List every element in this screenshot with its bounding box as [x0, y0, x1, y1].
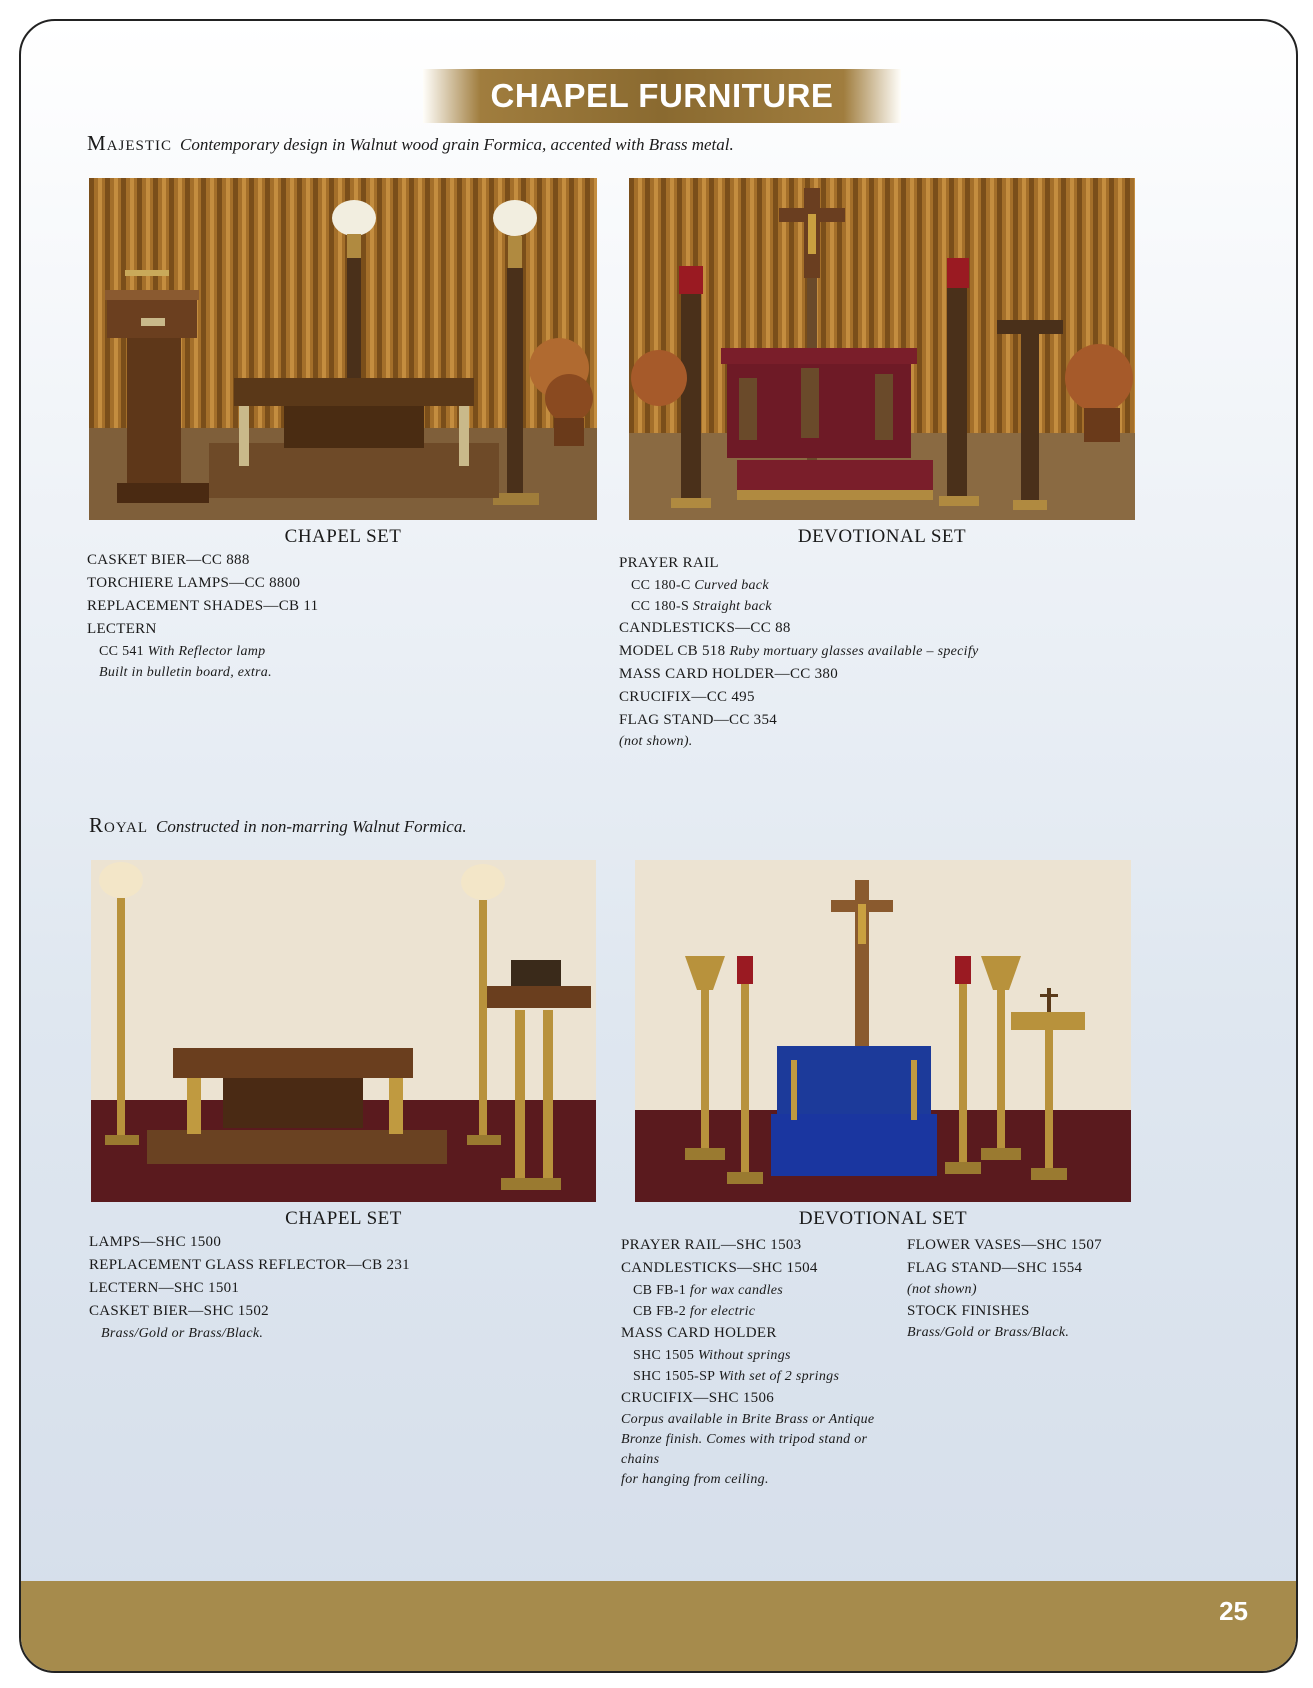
- item-code: CC 180-S: [631, 599, 690, 614]
- list-item: MASS CARD HOLDER: [621, 1325, 777, 1341]
- majestic-chapel-set-list: [87, 549, 487, 683]
- royal-chapel-set-photo: [91, 860, 596, 1202]
- list-note: (not shown): [907, 1282, 977, 1297]
- list-item: [619, 640, 1119, 663]
- majestic-name: Majestic: [87, 131, 173, 155]
- list-note: Corpus available in Brite Brass or Antique: [621, 1412, 875, 1427]
- page-title: CHAPEL FURNITURE: [490, 77, 834, 114]
- majestic-chapel-set-photo: [89, 178, 597, 520]
- title-banner: [423, 69, 901, 123]
- item-desc: Ruby mortuary glasses available – specify: [729, 644, 979, 659]
- majestic-heading: [87, 131, 734, 156]
- item-code: MODEL CB 518: [619, 643, 726, 659]
- majestic-description: Contemporary design in Walnut wood grain Formica, accented with Brass metal.: [180, 135, 734, 154]
- footer-bar: [21, 1581, 1296, 1671]
- list-subitem: [87, 641, 487, 662]
- item-code: SHC 1505: [633, 1348, 695, 1363]
- list-item: TORCHIERE LAMPS—CC 8800: [87, 575, 301, 591]
- item-desc: Straight back: [692, 599, 772, 614]
- list-item: MASS CARD HOLDER—CC 380: [619, 666, 839, 682]
- list-item: REPLACEMENT SHADES—CB 11: [87, 598, 319, 614]
- item-code: CB FB-1: [633, 1283, 687, 1298]
- list-item: LAMPS—SHC 1500: [89, 1234, 222, 1250]
- list-item: CASKET BIER—CC 888: [87, 552, 250, 568]
- royal-description: Constructed in non-marring Walnut Formica.: [156, 817, 467, 836]
- item-desc: Without springs: [697, 1348, 791, 1363]
- list-subitem: [621, 1366, 901, 1387]
- list-item: PRAYER RAIL—SHC 1503: [621, 1237, 802, 1253]
- list-note: Brass/Gold or Brass/Black.: [907, 1325, 1070, 1340]
- royal-devotional-set-photo: [635, 860, 1131, 1202]
- item-code: CC 541: [99, 644, 144, 659]
- list-item: STOCK FINISHES: [907, 1303, 1030, 1319]
- list-subitem: [619, 596, 1119, 617]
- royal-name: Royal: [89, 813, 149, 837]
- list-item: PRAYER RAIL: [619, 555, 719, 571]
- item-code: CB FB-2: [633, 1304, 687, 1319]
- list-subitem: [619, 575, 1119, 596]
- majestic-devotional-set-caption: DEVOTIONAL SET: [797, 526, 967, 547]
- royal-chapel-set-list: [89, 1231, 509, 1344]
- list-subitem: [621, 1301, 901, 1322]
- list-item: FLAG STAND—CC 354: [619, 712, 778, 728]
- list-note: Built in bulletin board, extra.: [99, 665, 272, 680]
- item-desc: With set of 2 springs: [718, 1369, 840, 1384]
- list-note: Brass/Gold or Brass/Black.: [101, 1326, 264, 1341]
- page-frame: [19, 19, 1298, 1673]
- list-subitem: [621, 1345, 901, 1366]
- list-item: LECTERN: [87, 621, 157, 637]
- majestic-devotional-set-list: [619, 552, 1119, 752]
- list-item: CANDLESTICKS—CC 88: [619, 620, 791, 636]
- item-desc: Curved back: [694, 578, 769, 593]
- royal-heading: [89, 813, 467, 838]
- page-number: 25: [1219, 1596, 1248, 1626]
- item-desc: for electric: [689, 1304, 756, 1319]
- item-desc: for wax candles: [689, 1283, 784, 1298]
- list-item: FLAG STAND—SHC 1554: [907, 1260, 1083, 1276]
- royal-devotional-set-list-left: [621, 1234, 901, 1490]
- list-note: Bronze finish. Comes with tripod stand or chains: [621, 1432, 868, 1467]
- item-code: SHC 1505-SP: [633, 1369, 715, 1384]
- list-item: REPLACEMENT GLASS REFLECTOR—CB 231: [89, 1257, 410, 1273]
- majestic-chapel-set-caption: CHAPEL SET: [284, 526, 402, 547]
- royal-devotional-set-list-right: [907, 1234, 1147, 1343]
- list-item: CRUCIFIX—SHC 1506: [621, 1390, 775, 1406]
- list-item: CRUCIFIX—CC 495: [619, 689, 755, 705]
- list-note: for hanging from ceiling.: [621, 1472, 769, 1487]
- item-desc: With Reflector lamp: [147, 644, 266, 659]
- royal-devotional-set-caption: DEVOTIONAL SET: [798, 1208, 968, 1229]
- royal-chapel-set-caption: CHAPEL SET: [285, 1208, 402, 1229]
- list-item: FLOWER VASES—SHC 1507: [907, 1237, 1102, 1253]
- list-subitem: [621, 1280, 901, 1301]
- list-item: LECTERN—SHC 1501: [89, 1280, 240, 1296]
- item-code: CC 180-C: [631, 578, 691, 593]
- list-note: (not shown).: [619, 734, 693, 749]
- list-item: CASKET BIER—SHC 1502: [89, 1303, 269, 1319]
- list-item: CANDLESTICKS—SHC 1504: [621, 1260, 818, 1276]
- majestic-devotional-set-photo: [629, 178, 1135, 520]
